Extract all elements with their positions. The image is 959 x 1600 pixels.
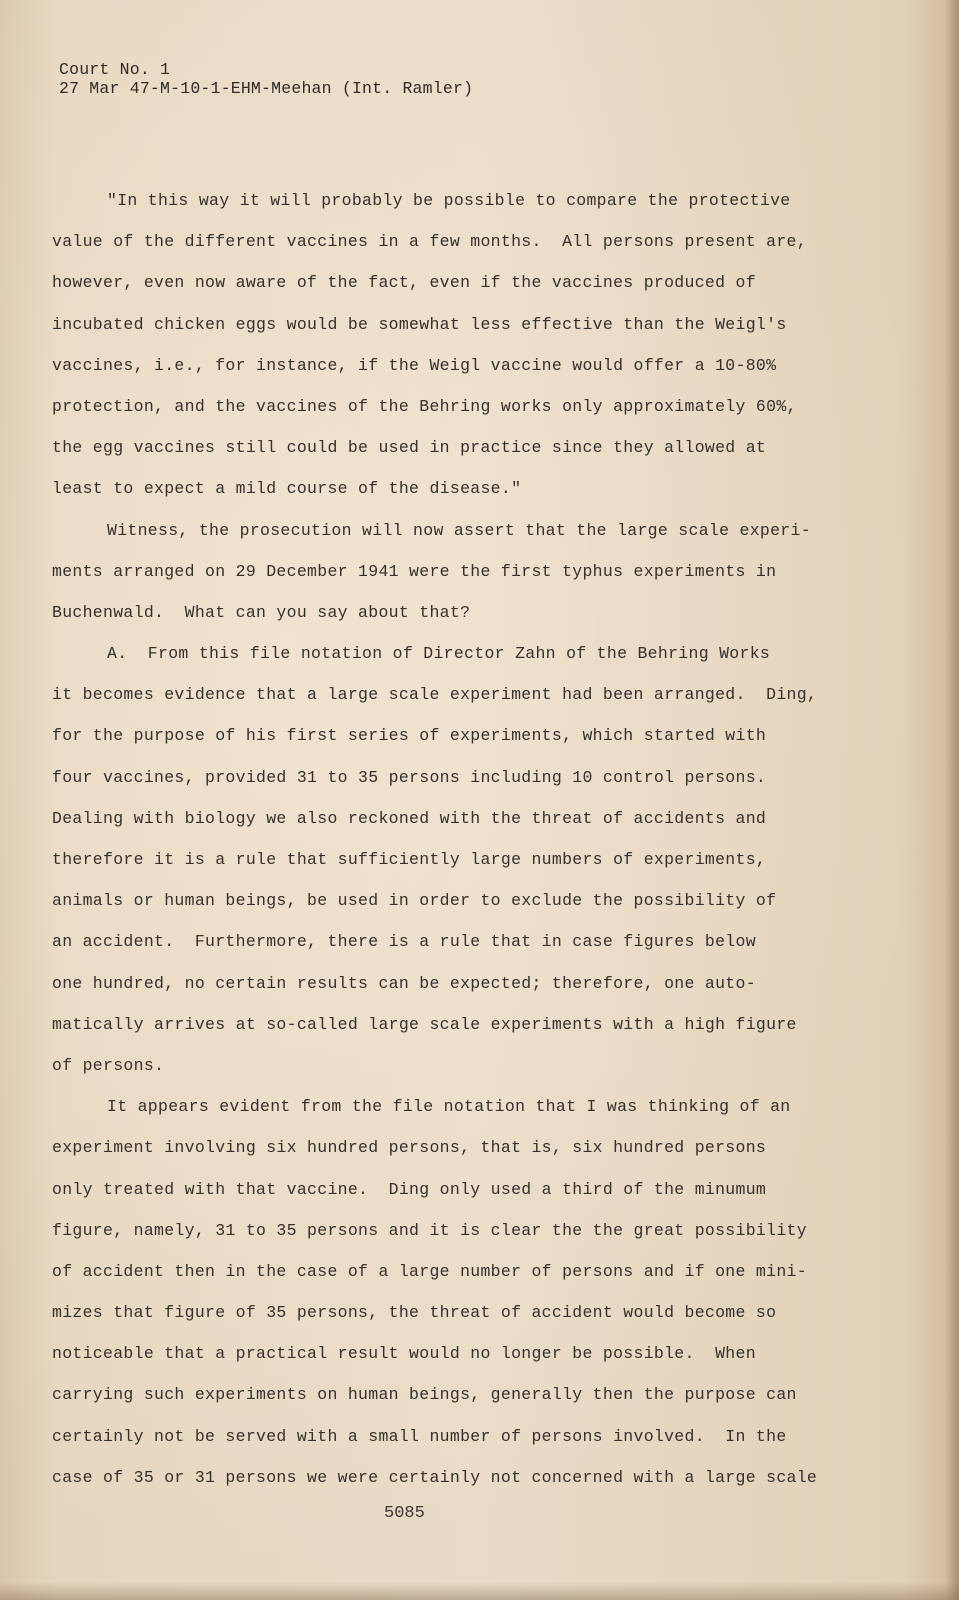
text-line: for the purpose of his first series of experiments, which started with	[52, 726, 767, 746]
text-line: animals or human beings, be used in order to exclude the possibility of	[52, 891, 777, 911]
text-line: It appears evident from the file notation that I was thinking of an	[107, 1097, 791, 1117]
text-line: case of 35 or 31 persons we were certainly not concerned with a large scale	[52, 1467, 818, 1487]
text-line: however, even now aware of the fact, even if the vaccines produced of	[52, 273, 756, 293]
text-line: four vaccines, provided 31 to 35 persons including 10 control persons.	[52, 767, 767, 787]
text-line: the egg vaccines still could be used in practice since they allowed at	[52, 438, 767, 458]
text-line: least to expect a mild course of the disease."	[52, 479, 522, 499]
text-line: protection, and the vaccines of the Behring works only approximately 60%,	[52, 396, 797, 416]
text-line: carrying such experiments on human beings, generally then the purpose can	[52, 1385, 797, 1405]
text-line: Witness, the prosecution will now assert that the large scale experi-	[107, 520, 811, 540]
page-edge-shadow-bottom	[0, 1582, 959, 1600]
page-edge-shadow-right	[945, 0, 959, 1600]
document-header	[59, 60, 473, 98]
text-line: figure, namely, 31 to 35 persons and it is clear the the great possibility	[52, 1220, 807, 1240]
text-line: of accident then in the case of a large number of persons and if one mini-	[52, 1261, 807, 1281]
text-line: an accident. Furthermore, there is a rule that in case figures below	[52, 932, 756, 952]
text-line: only treated with that vaccine. Ding only used a third of the minumum	[52, 1179, 767, 1199]
text-line: it becomes evidence that a large scale experiment had been arranged. Ding,	[52, 685, 818, 705]
text-line: value of the different vaccines in a few months. All persons present are,	[52, 232, 807, 252]
text-line: vaccines, i.e., for instance, if the Weigl vaccine would offer a 10-80%	[52, 355, 777, 375]
text-line: incubated chicken eggs would be somewhat less effective than the Weigl's	[52, 314, 787, 334]
text-line: ments arranged on 29 December 1941 were the first typhus experiments in	[52, 561, 777, 581]
court-label: Court No. 1	[59, 60, 171, 79]
text-line: noticeable that a practical result would no longer be possible. When	[52, 1344, 756, 1364]
text-line: of persons.	[52, 1055, 165, 1075]
text-line: A. From this file notation of Director Zahn of the Behring Works	[107, 644, 771, 664]
text-line: Buchenwald. What can you say about that?	[52, 602, 471, 622]
text-line: certainly not be served with a small number of persons involved. In the	[52, 1426, 787, 1446]
page-number: 5085	[384, 1504, 425, 1523]
text-line: therefore it is a rule that sufficiently large numbers of experiments,	[52, 850, 767, 869]
text-line: matically arrives at so-called large scale experiments with a high figure	[52, 1014, 797, 1034]
session-reference: 27 Mar 47-M-10-1-EHM-Meehan (Int. Ramler)	[59, 79, 474, 98]
text-line: Dealing with biology we also reckoned with the threat of accidents and	[52, 808, 767, 828]
text-line: one hundred, no certain results can be expected; therefore, one auto-	[52, 973, 756, 993]
text-line: "In this way it will probably be possible to compare the protective	[107, 191, 791, 210]
text-line: experiment involving six hundred persons, that is, six hundred persons	[52, 1138, 767, 1158]
text-line: mizes that figure of 35 persons, the threat of accident would become so	[52, 1303, 777, 1323]
transcript-body	[52, 180, 822, 1498]
